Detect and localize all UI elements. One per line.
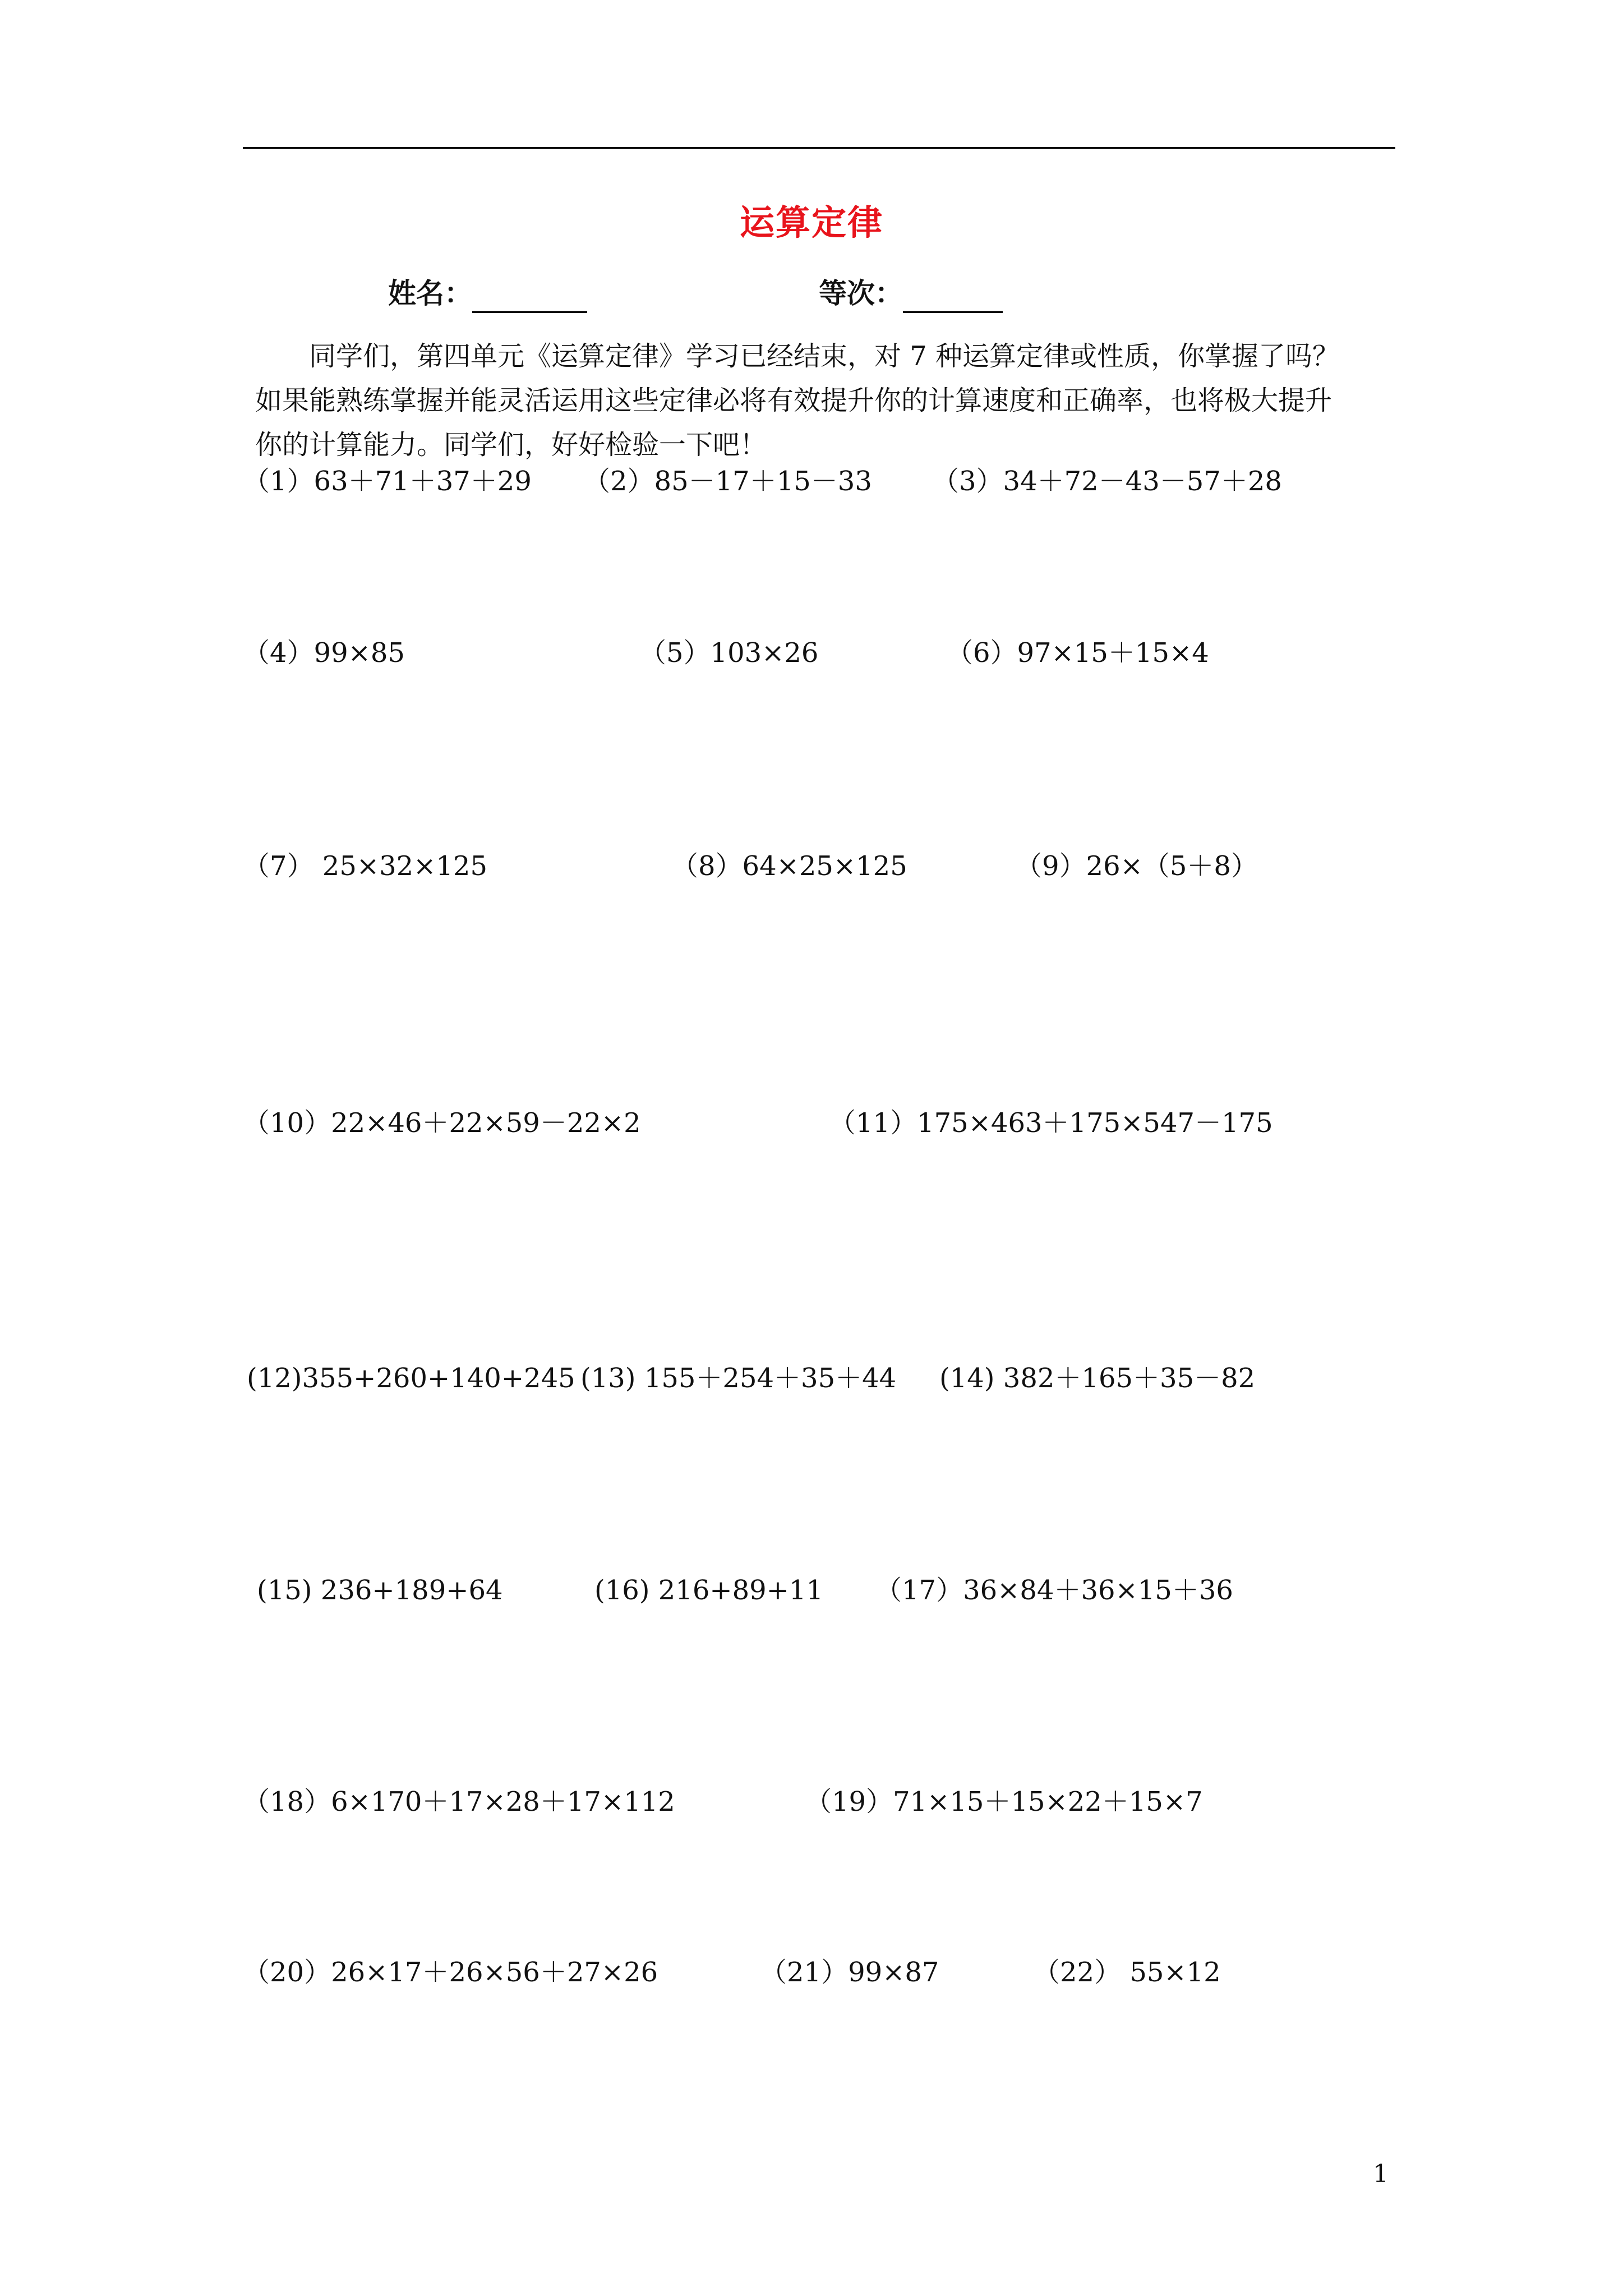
name-label: 姓名： — [388, 277, 472, 310]
problem-17: （17）36×84＋36×15＋36 — [875, 1575, 1233, 1606]
intro-paragraph — [255, 334, 1399, 467]
problem-14: (14) 382＋165＋35－82 — [939, 1363, 1256, 1394]
problem-12: (12)355+260+140+245 — [247, 1363, 575, 1394]
problem-10: （10）22×46＋22×59－22×2 — [243, 1107, 641, 1139]
problem-13: (13) 155＋254＋35＋44 — [580, 1363, 897, 1394]
problem-19: （19）71×15＋15×22＋15×7 — [805, 1786, 1203, 1818]
name-blank — [472, 280, 587, 313]
problem-18: （18）6×170＋17×28＋17×112 — [243, 1786, 675, 1818]
grade-label: 等次： — [819, 277, 903, 310]
problem-11: （11）175×463＋175×547－175 — [829, 1107, 1273, 1139]
header-rule — [243, 147, 1395, 149]
problem-4: （4）99×85 — [243, 637, 405, 669]
problem-20: （20）26×17＋26×56＋27×26 — [243, 1957, 658, 1988]
grade-blank — [903, 280, 1003, 313]
intro-line: 同学们，第四单元《运算定律》学习已经结束，对 7 种运算定律或性质，你掌握了吗？ — [309, 341, 1340, 372]
problem-22: （22） 55×12 — [1033, 1957, 1221, 1988]
problem-1: （1）63＋71＋37＋29 — [243, 466, 532, 497]
grade-field — [819, 274, 1003, 313]
problem-16: (16) 216+89+11 — [594, 1575, 823, 1606]
intro-line: 你的计算能力。同学们，好好检验一下吧！ — [255, 429, 767, 461]
problem-15: (15) 236+189+64 — [257, 1575, 503, 1606]
problem-9: （9）26×（5＋8） — [1015, 850, 1258, 882]
problem-2: （2）85－17＋15－33 — [583, 466, 872, 497]
name-field — [388, 274, 587, 313]
problem-8: （8）64×25×125 — [671, 850, 907, 882]
page-number: 1 — [1373, 2160, 1389, 2188]
intro-line: 如果能熟练掌握并能灵活运用这些定律必将有效提升你的计算速度和正确率，也将极大提升 — [255, 385, 1332, 416]
problem-6: （6）97×15＋15×4 — [946, 637, 1209, 669]
page-title: 运算定律 — [739, 202, 883, 243]
problem-3: （3）34＋72－43－57＋28 — [932, 466, 1282, 497]
problem-21: （21）99×87 — [760, 1957, 939, 1988]
problem-5: （5）103×26 — [639, 637, 819, 669]
problem-7: （7） 25×32×125 — [243, 850, 488, 882]
